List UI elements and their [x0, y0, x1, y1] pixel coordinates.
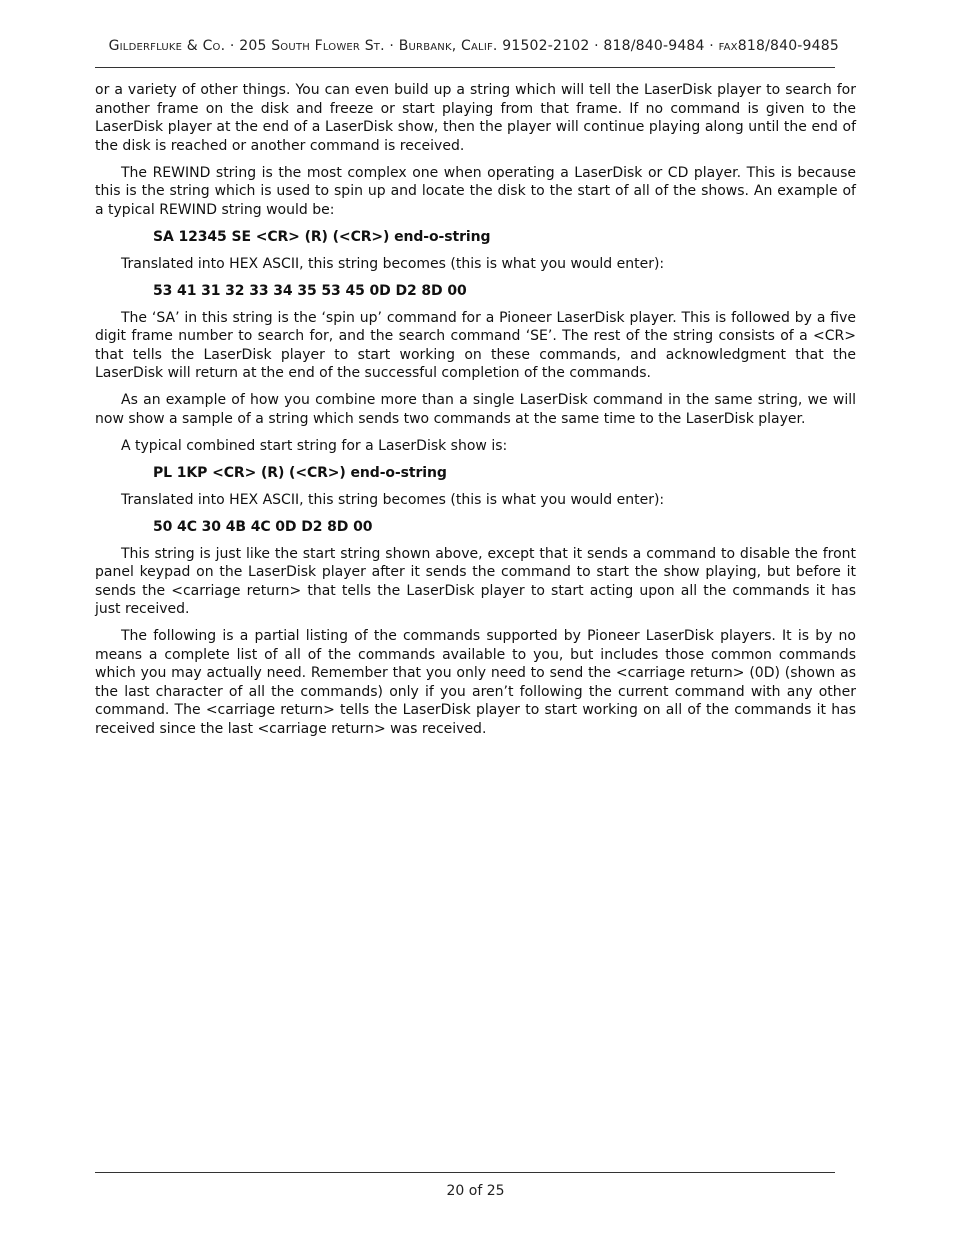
code-string: SA 12345 SE <CR> (R) (<CR>) end-o-string: [153, 228, 491, 245]
document-body: [95, 81, 856, 747]
header-company: Gilderfluke: [108, 38, 183, 54]
body-paragraph: Translated into HEX ASCII, this string becomes (this is what you would enter):: [121, 255, 665, 272]
header-separator: ·: [384, 38, 399, 54]
header-street: South Flower St.: [271, 38, 385, 54]
code-string: PL 1KP <CR> (R) (<CR>) end-o-string: [153, 464, 447, 481]
hex-string: 50 4C 30 4B 4C 0D D2 8D 00: [153, 518, 373, 535]
header-separator: ·: [225, 38, 240, 54]
body-paragraph: This string is just like the start string shown above, except that it sends a command to disable the front panel keypad on the LaserDisk player after it sends the command to start the show playing, but before it sends the <carriage return> that tells the LaserDisk player to start acting upon all the commands it has just received.: [95, 545, 856, 617]
body-paragraph: Translated into HEX ASCII, this string becomes (this is what you would enter):: [121, 491, 665, 508]
header-zip: 91502-2102: [497, 38, 590, 54]
footer-rule: [95, 1172, 835, 1173]
header-city: Burbank, Calif.: [398, 38, 498, 54]
body-paragraph: The following is a partial listing of the commands supported by Pioneer LaserDisk players. It is by no means a complete list of all of the commands available to you, but includes those common commands which you may actually need. Remember that you only need to send the <carriage return> (0D) (shown as the last character of all the commands) only if you aren’t following the current command with any other command. The <carriage return> tells the LaserDisk player to start working on all of the commands it has received since the last <carriage return> was received.: [95, 628, 856, 737]
header-co: Co.: [202, 38, 226, 54]
header-separator: ·: [589, 38, 604, 54]
header-phone: 818/840-9484: [603, 38, 705, 54]
page-header: [95, 38, 839, 54]
header-rule: [95, 67, 835, 68]
body-paragraph: The REWIND string is the most complex one when operating a LaserDisk or CD player. This is because this is the string which is used to spin up and locate the disk to the start of all of the shows. An example of a typical REWIND string would be:: [95, 164, 856, 218]
header-separator: ·: [704, 38, 719, 54]
header-fax-label: fax: [718, 38, 738, 54]
header-fax: 818/840-9485: [737, 38, 839, 54]
body-paragraph: or a variety of other things. You can even build up a string which will tell the LaserDisk player to search for another frame on the disk and freeze or start playing from that frame. If no command is given to the LaserDisk player at the end of a LaserDisk show, then the player will continue playing along until the end of the disk is reached or another command is received.: [95, 82, 856, 154]
body-paragraph: The ‘SA’ in this string is the ‘spin up’ command for a Pioneer LaserDisk player. This is followed by a five digit frame number to search for, and the search command ‘SE’. The rest of the string consists of a <CR> that tells the LaserDisk player to start working on these commands, and acknowledgment that the LaserDisk will return at the end of the successful completion of the commands.: [95, 309, 856, 381]
page-number: 20 of 25: [446, 1183, 505, 1199]
header-amp: &: [182, 38, 203, 54]
hex-string: 53 41 31 32 33 34 35 53 45 0D D2 8D 00: [153, 282, 467, 299]
body-paragraph: As an example of how you combine more than a single LaserDisk command in the same string, we will now show a sample of a string which sends two commands at the same time to the LaserDisk player.: [95, 392, 856, 427]
header-street-number: 205: [239, 38, 272, 54]
body-paragraph: A typical combined start string for a LaserDisk show is:: [121, 437, 508, 454]
